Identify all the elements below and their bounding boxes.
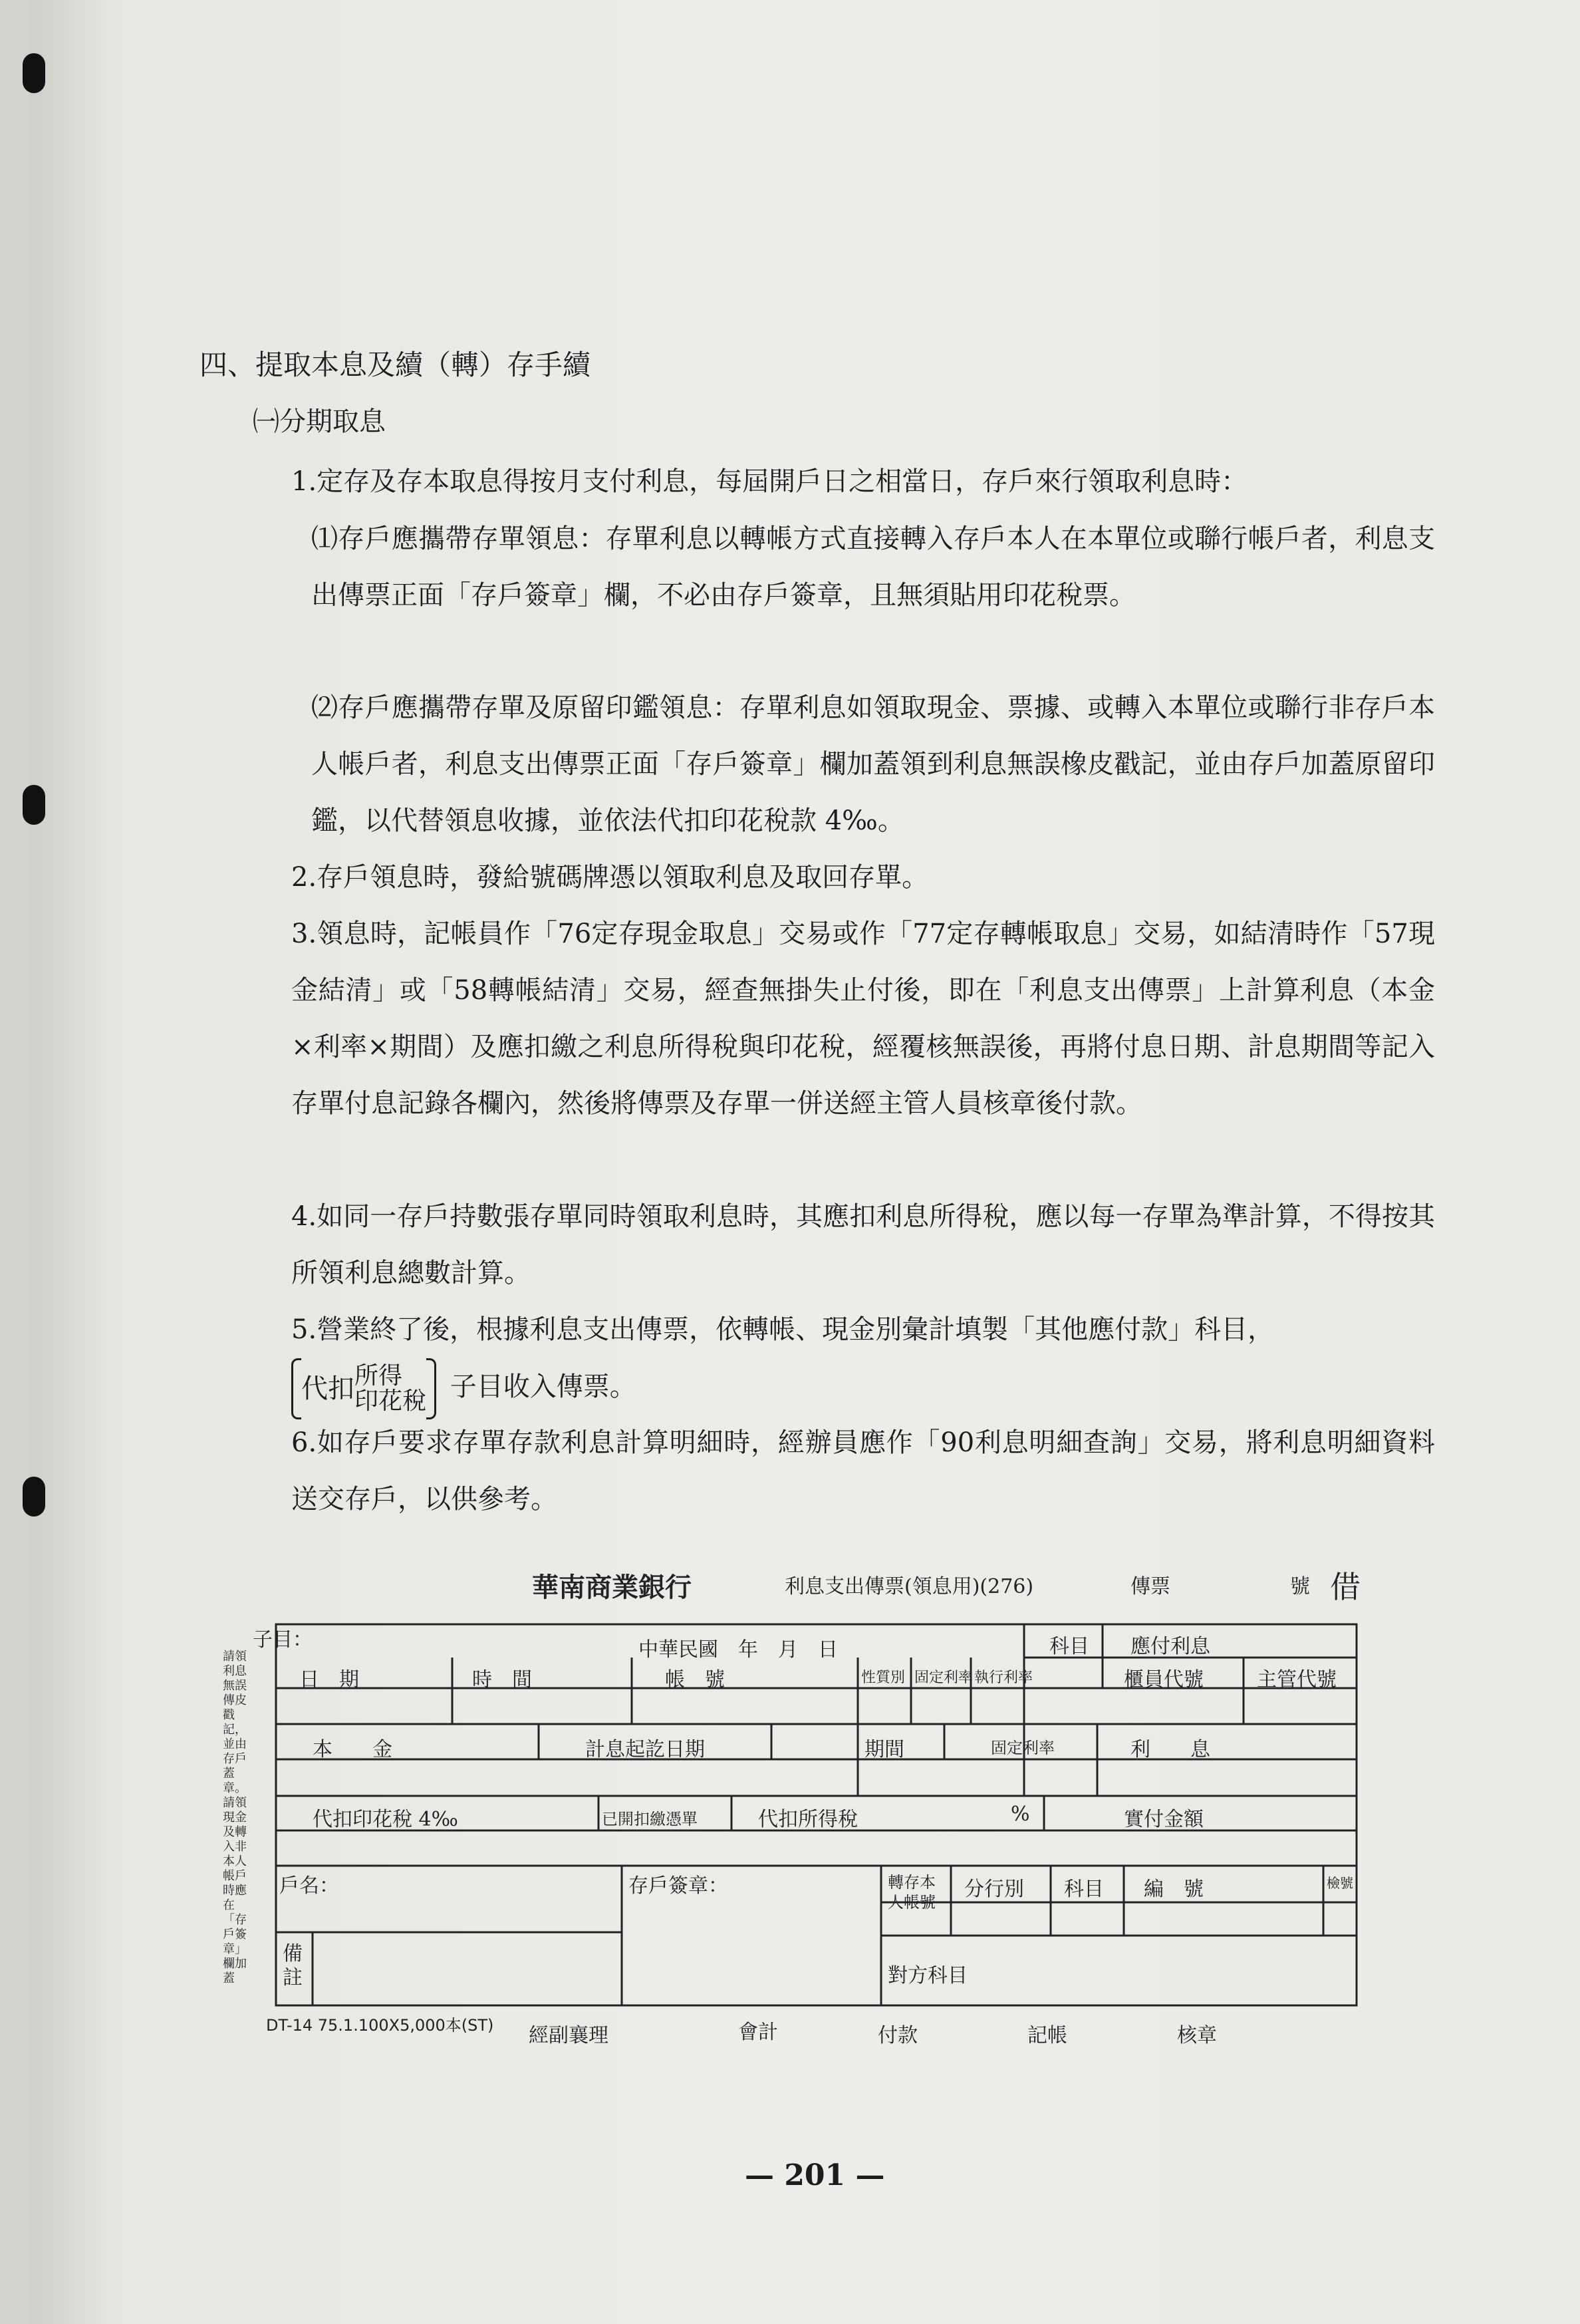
header-fixed-rate: 固定利率 bbox=[914, 1670, 974, 1686]
debit-label: 借 bbox=[1330, 1569, 1361, 1605]
bracket-prefix: 代扣 bbox=[301, 1373, 354, 1404]
binding-hole bbox=[23, 785, 45, 825]
transfer-label: 轉存本人帳號 bbox=[888, 1873, 936, 1912]
item-5 bbox=[291, 1302, 1435, 1419]
item-5-sub bbox=[291, 1358, 1435, 1419]
paid-flag-label: 已開扣繳憑單 bbox=[602, 1810, 698, 1828]
item-1-a: ⑴存戶應攜帶存單領息：存單利息以轉帳方式直接轉入存戶本人在本單位或聯行帳戶者，利息支出傳票正面「存戶簽章」欄，不必由存戶簽章，且無須貼用印花稅票。 bbox=[311, 523, 1435, 611]
page-number: — 201 — bbox=[745, 2158, 885, 2192]
item-5-main: 5.營業終了後，根據利息支出傳票，依轉帳、現金別彙計填製「其他應付款」科目， bbox=[291, 1314, 1275, 1345]
header-account-no: 帳 號 bbox=[665, 1668, 725, 1691]
net-pay-label: 實付金額 bbox=[1124, 1808, 1204, 1831]
account-value: 應付利息 bbox=[1130, 1635, 1210, 1658]
voucher-label: 傳票 bbox=[1130, 1575, 1170, 1598]
item-5-tail: 子目收入傳票。 bbox=[450, 1372, 636, 1402]
bracket-left bbox=[291, 1358, 301, 1419]
income-tax-label: 代扣所得稅 bbox=[758, 1808, 858, 1831]
item-4: 4.如同一存戶持數張存單同時領取利息時，其應扣利息所得稅，應以每一存單為準計算，不得按其所領利息總數計算。 bbox=[291, 1201, 1435, 1288]
fixed-rate-label: 固定利率 bbox=[991, 1739, 1055, 1757]
days-label: 期間 bbox=[864, 1738, 904, 1761]
subject-label: 子目： bbox=[253, 1628, 313, 1652]
number-label: 號 bbox=[1290, 1575, 1310, 1598]
counter-account-label: 對方科目 bbox=[888, 1964, 968, 1987]
account-label: 科目 bbox=[1049, 1635, 1089, 1658]
form-name: 利息支出傳票(領息用)(276) bbox=[785, 1575, 1034, 1598]
sign-payment: 付款 bbox=[878, 2024, 918, 2047]
period-label: 計息起訖日期 bbox=[585, 1738, 705, 1761]
side-note: 請領利息無誤傳皮戳記，並由存戶蓋章。請領現金及轉入非本人帳戶時應在「存戶簽章」欄加蓋 bbox=[223, 1650, 247, 1985]
percent-label: % bbox=[1011, 1803, 1030, 1826]
bracket-bottom: 印花稅 bbox=[354, 1387, 427, 1415]
header-exec-rate: 執行利率 bbox=[974, 1670, 1033, 1686]
header-manager-id: 主管代號 bbox=[1257, 1668, 1337, 1691]
branch-label: 分行別 bbox=[964, 1878, 1024, 1901]
binding-hole bbox=[23, 53, 45, 93]
sign-bookkeeping: 記帳 bbox=[1027, 2024, 1067, 2047]
form-code: DT-14 75.1.100X5,000本(ST) bbox=[266, 2016, 494, 2035]
check-digit-label: 檢號 bbox=[1327, 1875, 1353, 1891]
remarks-label: 備註 bbox=[283, 1942, 303, 1989]
stamp-tax-label: 代扣印花稅 4‰ bbox=[313, 1808, 458, 1831]
item-3: 3.領息時，記帳員作「76定存現金取息」交易或作「77定存轉帳取息」交易，如結清時作「57現金結清」或「58轉帳結清」交易，經查無掛失止付後，即在「利息支出傳票」上計算利息（本金×利率×期間）及應扣繳之利息所得稅與印花稅，經覆核無誤後，再將付息日期、計息期間等記入存單付息記錄各欄內，然後將傳票及存單一併送經主管人員核章後付款。 bbox=[291, 919, 1435, 1119]
sign-approval: 核章 bbox=[1177, 2024, 1217, 2047]
date-line: 中華民國 年 月 日 bbox=[638, 1638, 838, 1662]
principal-label: 本 金 bbox=[313, 1738, 392, 1761]
header-trans-type: 性質別 bbox=[861, 1670, 906, 1686]
item-6: 6.如存戶要求存單存款利息計算明細時，經辦員應作「90利息明細查詢」交易，將利息明細資料送交存戶，以供參考。 bbox=[291, 1427, 1435, 1515]
bracket-top: 所得 bbox=[354, 1362, 403, 1389]
header-time: 時 間 bbox=[472, 1668, 532, 1691]
signature-label: 存戶簽章： bbox=[628, 1874, 728, 1898]
item-1: 1.定存及存本取息得按月支付利息，每屆開戶日之相當日，存戶來行領取利息時： bbox=[291, 466, 1248, 497]
item-2: 2.存戶領息時，發給號碼牌憑以領取利息及取回存單。 bbox=[291, 862, 929, 893]
account2-label: 科目 bbox=[1064, 1878, 1104, 1901]
bank-name: 華南商業銀行 bbox=[532, 1572, 692, 1603]
header-date: 日 期 bbox=[299, 1668, 359, 1691]
item-1-b: ⑵存戶應攜帶存單及原留印鑑領息：存單利息如領取現金、票據、或轉入本單位或聯行非存戶本人帳戶者，利息支出傳票正面「存戶簽章」欄加蓋領到利息無誤橡皮戳記，並由存戶加蓋原留印鑑，以代替領息收據，並依法代扣印花稅款 4‰。 bbox=[311, 692, 1435, 836]
sign-accounting: 會計 bbox=[738, 2021, 778, 2044]
binding-hole bbox=[23, 1477, 45, 1517]
header-teller-id: 櫃員代號 bbox=[1124, 1668, 1204, 1691]
serial-label: 編 號 bbox=[1144, 1878, 1204, 1901]
bracket-right bbox=[426, 1358, 436, 1419]
subaccount-bracket bbox=[291, 1358, 436, 1419]
interest-label: 利 息 bbox=[1130, 1738, 1210, 1761]
section-title: 四、提取本息及續（轉）存手續 bbox=[199, 349, 591, 381]
subsection-title: ㈠分期取息 bbox=[253, 406, 386, 437]
bracket-stack bbox=[354, 1364, 426, 1414]
sign-deputy-manager: 經副襄理 bbox=[529, 2024, 608, 2047]
account-name-label: 戶名： bbox=[279, 1874, 339, 1898]
